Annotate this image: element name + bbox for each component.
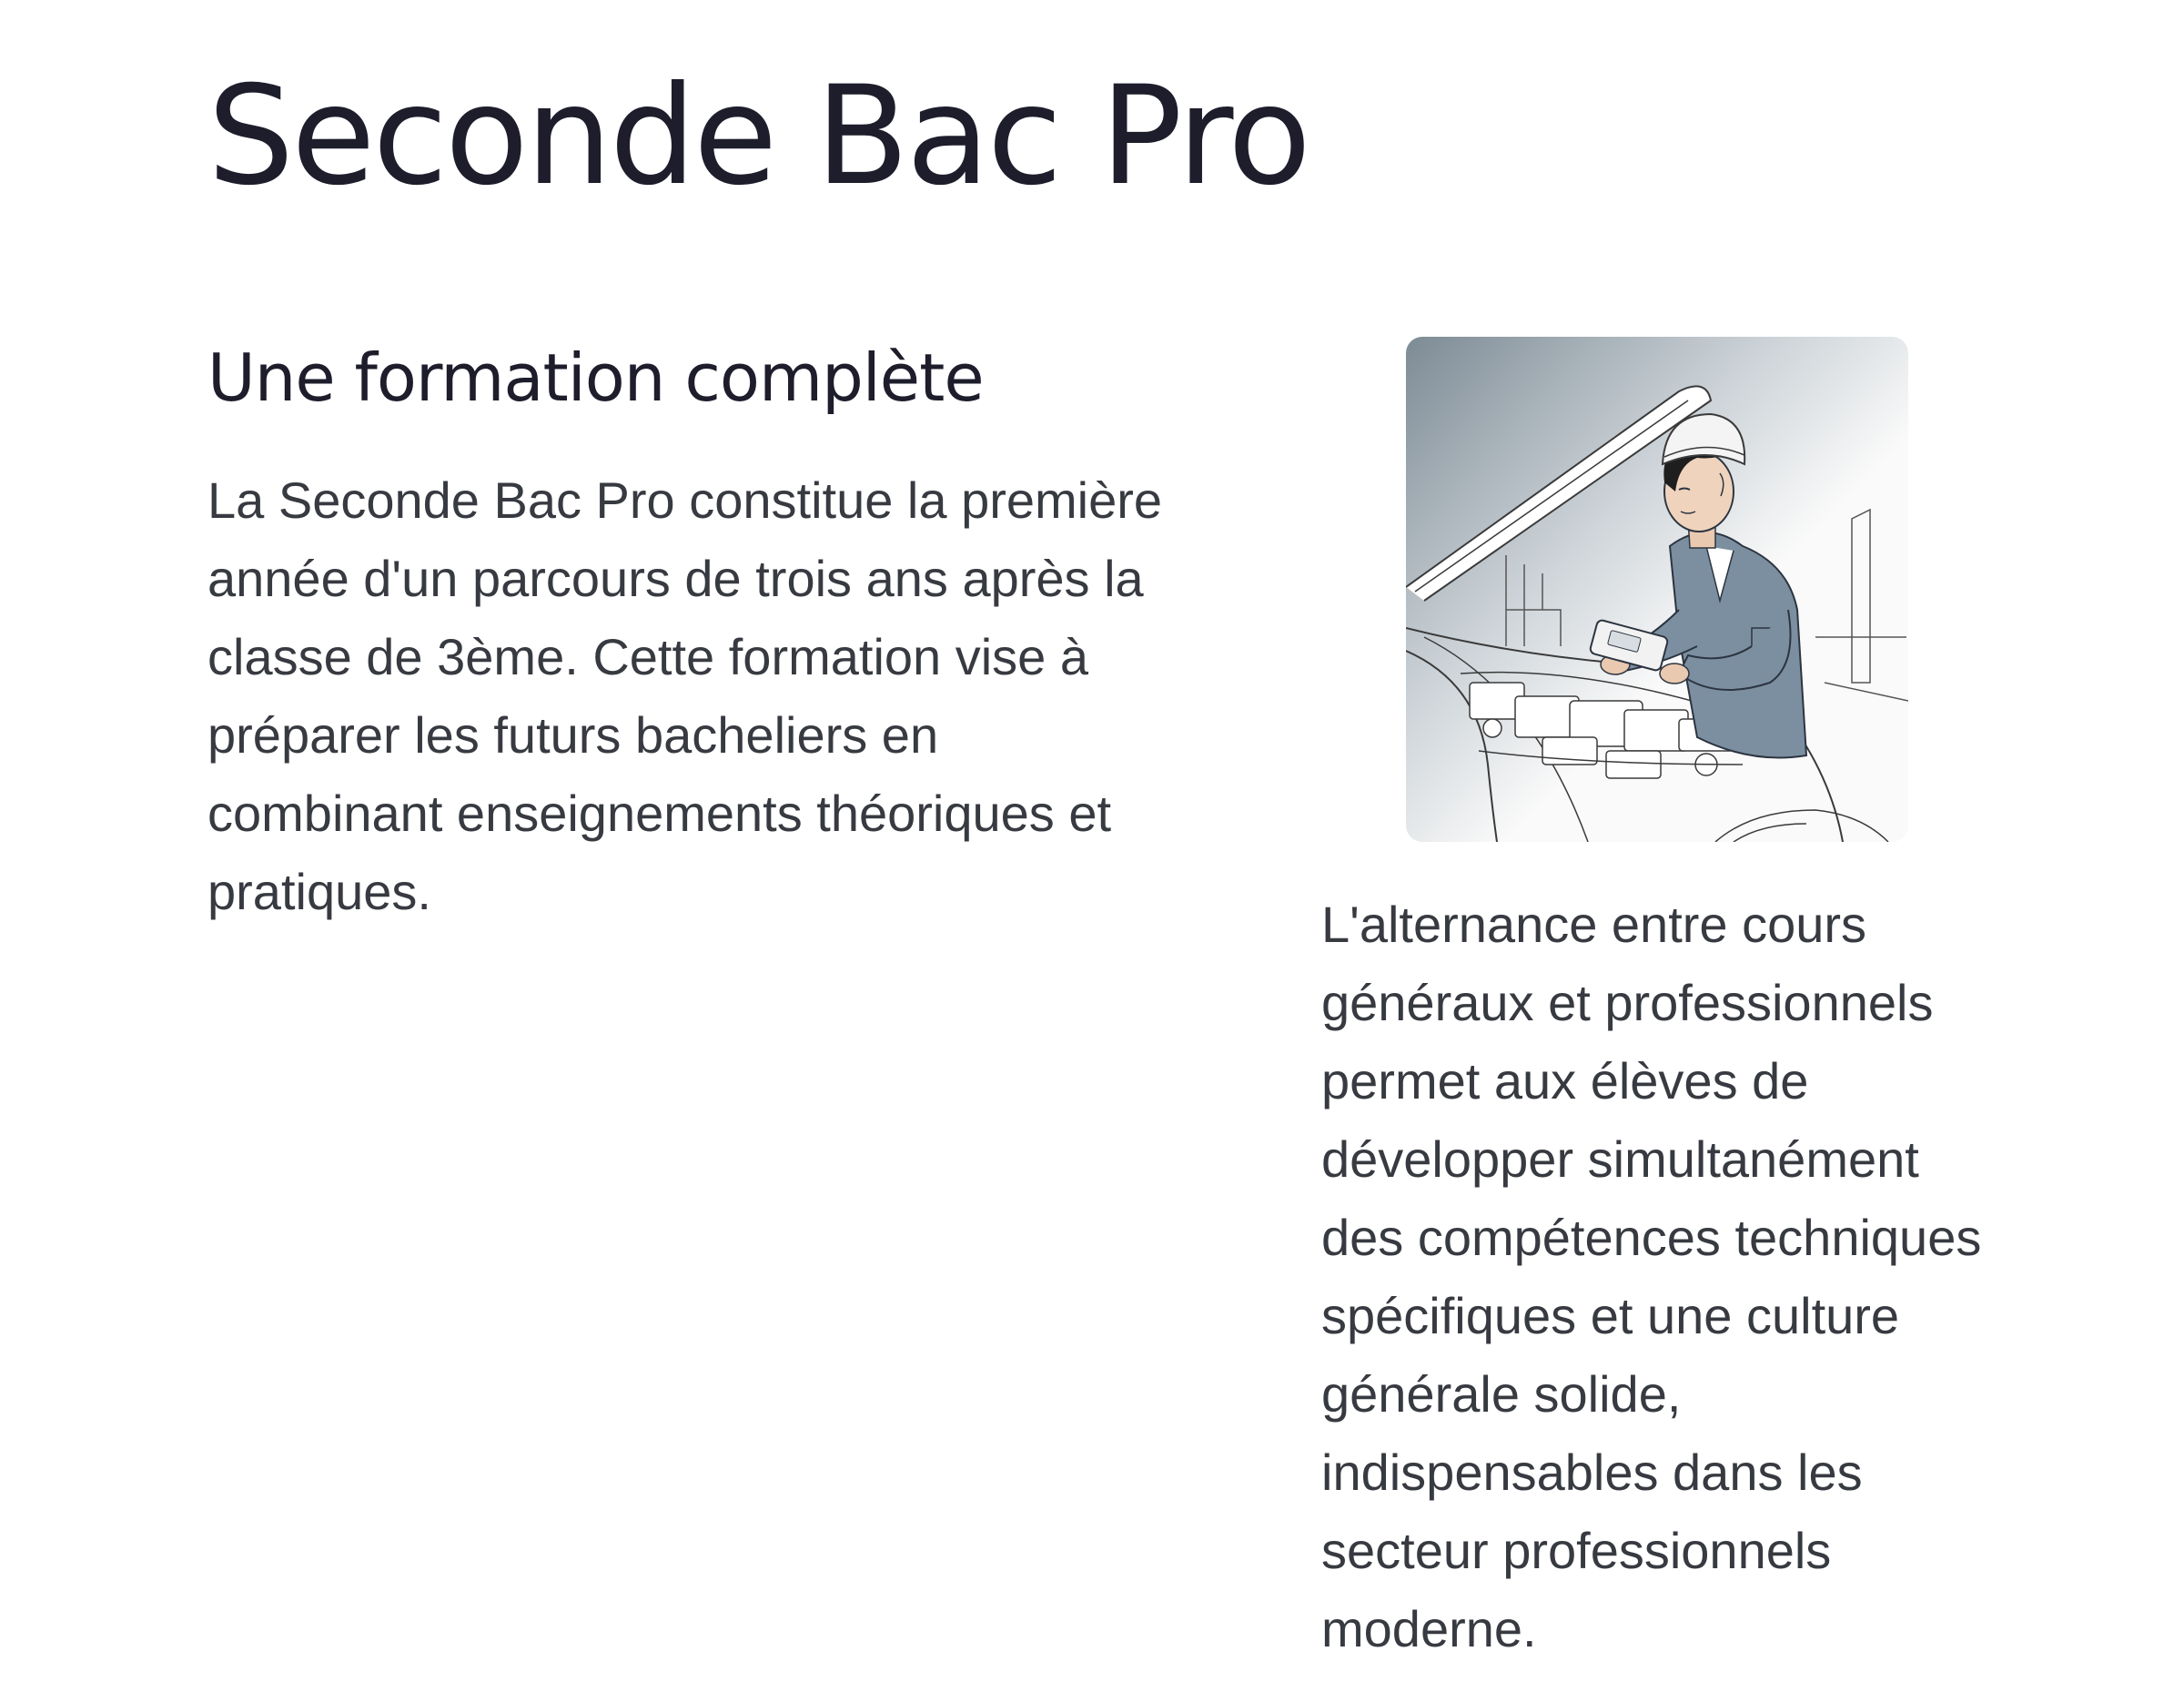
page-title: Seconde Bac Pro: [207, 57, 1309, 216]
intro-paragraph: La Seconde Bac Pro constitue la première année d'un parcours de trois ans après la classe de 3ème. Cette formation vise à préparer les futurs bacheliers en combinant enseignements théoriques et pratiques.: [207, 471, 1163, 920]
section-heading: Une formation complète: [207, 339, 984, 416]
alternance-paragraph: L'alternance entre cours généraux et professionnels permet aux élèves de développer simultanément des compétences techniques spécifiques et une culture générale solide, indispensables dans les secteur professionnels moderne.: [1321, 896, 1982, 1657]
mechanic-illustration-icon: [1406, 337, 1908, 842]
mechanic-illustration: [1406, 337, 1908, 842]
